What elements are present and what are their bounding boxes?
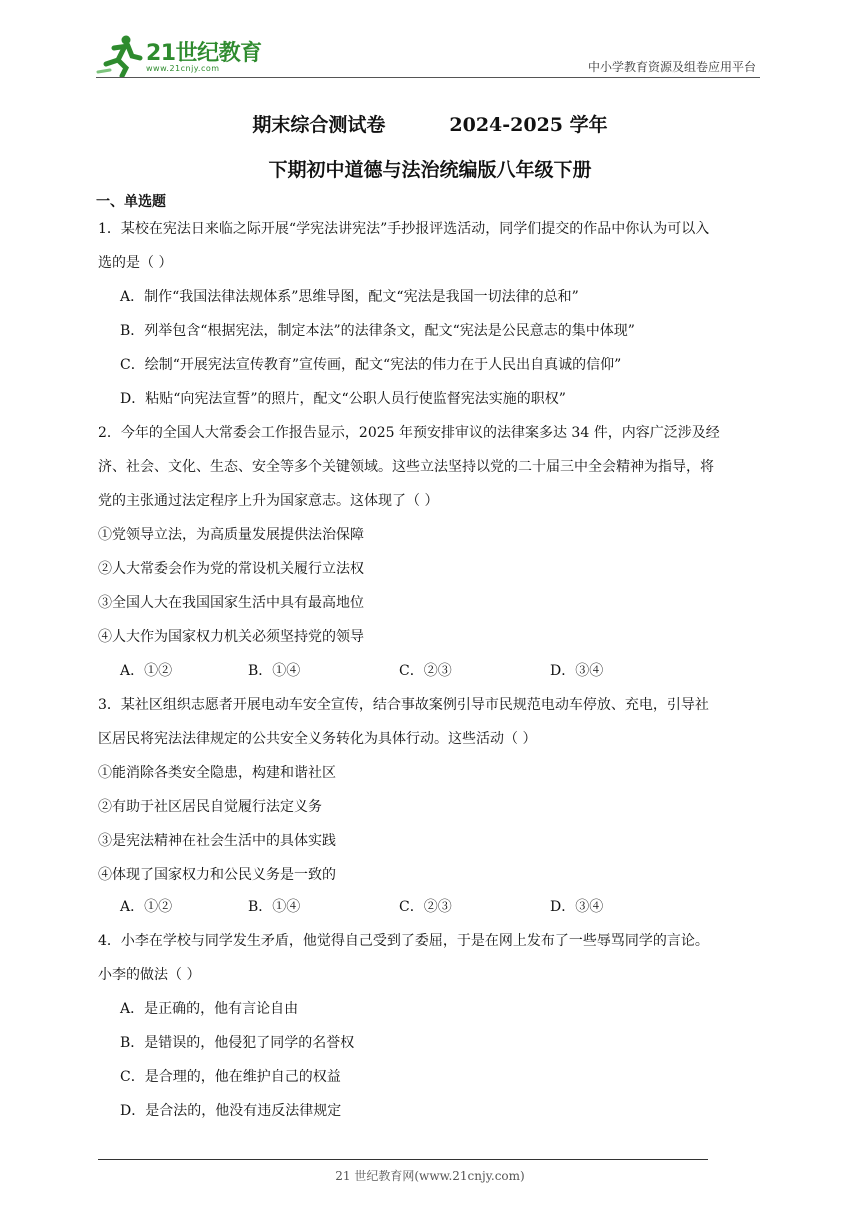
q2-statement-4: ④人大作为国家权力机关必须坚持党的领导 [98, 629, 364, 645]
q1-stem-cont: 选的是（ ） [98, 255, 173, 271]
q1-option-d: D．粘贴“向宪法宣誓”的照片，配文“公职人员行使监督宪法实施的职权” [120, 391, 566, 407]
q2-stem-cont-2: 党的主张通过法定程序上升为国家意志。这体现了（ ） [98, 493, 439, 509]
q3-stem: 3．某社区组织志愿者开展电动车安全宣传，结合事故案例引导市民规范电动车停放、充电，引导社 [98, 697, 709, 713]
q3-statement-4: ④体现了国家权力和公民义务是一致的 [98, 867, 336, 883]
q2-option-c: C．②③ [399, 663, 452, 679]
logo-url: www.21cnjy.com [146, 64, 220, 73]
q2-option-d: D．③④ [550, 663, 604, 679]
platform-label: 中小学教育资源及组卷应用平台 [587, 60, 756, 74]
q2-stem: 2．今年的全国人大常委会工作报告显示，2025 年预安排审议的法律案多达 34 件，内容广泛涉及经 [98, 425, 720, 441]
q1-option-b: B．列举包含“根据宪法，制定本法”的法律条文，配文“宪法是公民意志的集中体现” [120, 323, 635, 339]
q4-stem: 4．小李在学校与同学发生矛盾，他觉得自己受到了委屈，于是在网上发布了一些辱骂同学的言论。 [98, 933, 709, 949]
q3-option-a: A．①② [120, 899, 173, 915]
q3-option-b: B．①④ [248, 899, 301, 915]
q4-option-a: A．是正确的，他有言论自由 [120, 1001, 299, 1017]
q2-option-a: A．①② [120, 663, 173, 679]
runner-logo-icon [96, 34, 144, 78]
q4-stem-cont: 小李的做法（ ） [98, 967, 201, 983]
footer-text: 21 世纪教育网(www.21cnjy.com) [335, 1169, 525, 1183]
header-divider [96, 77, 760, 78]
q4-option-b: B．是错误的，他侵犯了同学的名誉权 [120, 1035, 355, 1051]
q1-option-a: A．制作“我国法律法规体系”思维导图，配文“宪法是我国一切法律的总和” [120, 289, 579, 305]
q3-option-d: D．③④ [550, 899, 604, 915]
q2-stem-cont: 济、社会、文化、生态、安全等多个关键领域。这些立法坚持以党的二十届三中全会精神为指导，将 [98, 459, 714, 475]
footer-divider [98, 1159, 708, 1160]
title-year: 2024-2025 学年 [449, 114, 608, 136]
q3-statement-2: ②有助于社区居民自觉履行法定义务 [98, 799, 322, 815]
q2-statement-3: ③全国人大在我国国家生活中具有最高地位 [98, 595, 364, 611]
logo-text: 21世纪教育 [146, 41, 262, 66]
q3-statement-1: ①能消除各类安全隐患，构建和谐社区 [98, 765, 336, 781]
q2-statement-2: ②人大常委会作为党的常设机关履行立法权 [98, 561, 364, 577]
q4-option-c: C．是合理的，他在维护自己的权益 [120, 1069, 341, 1085]
q2-statement-1: ①党领导立法，为高质量发展提供法治保障 [98, 527, 364, 543]
q3-stem-cont: 区居民将宪法法律规定的公共安全义务转化为具体行动。这些活动（ ） [98, 731, 537, 747]
q3-statement-3: ③是宪法精神在社会生活中的具体实践 [98, 833, 336, 849]
page-title [0, 110, 860, 137]
q3-option-c: C．②③ [399, 899, 452, 915]
title-main: 期末综合测试卷 [252, 114, 386, 136]
q4-option-d: D．是合法的，他没有违反法律规定 [120, 1103, 342, 1119]
page-subtitle: 下期初中道德与法治统编版八年级下册 [268, 159, 592, 181]
section-heading: 一、单选题 [96, 194, 166, 210]
page-header [96, 34, 760, 78]
q1-option-c: C．绘制“开展宪法宣传教育”宣传画，配文“宪法的伟力在于人民出自真诚的信仰” [120, 357, 622, 373]
q1-stem: 1．某校在宪法日来临之际开展“学宪法讲宪法”手抄报评选活动，同学们提交的作品中你认为可以入 [98, 221, 710, 237]
q2-option-b: B．①④ [248, 663, 301, 679]
logo [96, 34, 266, 78]
